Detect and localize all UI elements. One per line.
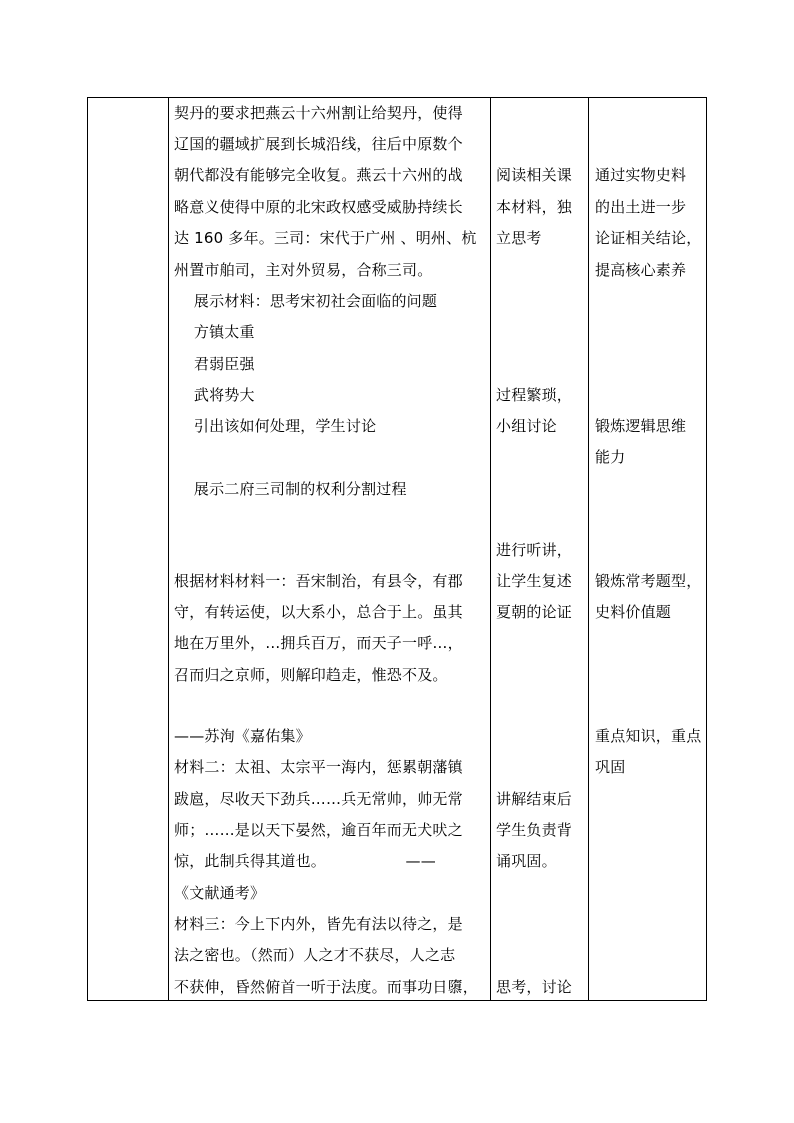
content-line: 州置市舶司，主对外贸易，合称三司。 — [174, 261, 433, 279]
intent-line: 的出土进一步 — [595, 198, 687, 216]
content-line: ——苏洵《嘉佑集》 — [174, 727, 311, 745]
intent-line: 锻炼常考题型， — [595, 572, 702, 590]
content-line: 守，有转运使，以大系小，总合于上。虽其 — [174, 603, 463, 621]
content-line: 达 160 多年。三司：宋代于广州 、明州、杭 — [174, 229, 477, 247]
content-line: 君弱臣强 — [174, 355, 255, 373]
content-line: 根据材料材料一：吾宋制治，有县令，有郡 — [174, 572, 463, 590]
activity-line: 小组讨论 — [496, 417, 557, 435]
column-divider — [168, 98, 169, 1000]
intent-line: 巩固 — [595, 758, 626, 776]
activity-line: 学生负责背 — [496, 821, 573, 839]
lesson-plan-table — [87, 97, 707, 1001]
activity-line: 夏朝的论证 — [496, 603, 573, 621]
content-line: 展示二府三司制的权利分割过程 — [174, 480, 407, 498]
content-line: 跋扈，尽收天下劲兵……兵无常帅，帅无常 — [174, 790, 463, 808]
column-divider — [490, 98, 491, 1000]
activity-line: 诵巩固。 — [496, 852, 557, 870]
intent-line: 提高核心素养 — [595, 261, 687, 279]
content-line: 材料三：今上下内外，皆先有法以待之，是 — [174, 915, 463, 933]
intent-line: 能力 — [595, 448, 626, 466]
activity-line: 本材料，独 — [496, 198, 573, 216]
content-line: 略意义使得中原的北宋政权感受威胁持续长 — [174, 198, 463, 216]
activity-line: 阅读相关课 — [496, 166, 573, 184]
content-line: 不获伸，昏然俯首一听于法度。而事功日隳， — [174, 978, 479, 996]
content-line: 武将势大 — [174, 386, 255, 404]
activity-line: 进行听讲， — [496, 541, 573, 559]
intent-line: 史料价值题 — [595, 603, 672, 621]
content-line: 召而归之京师，则解印趋走，惟恐不及。 — [174, 666, 448, 684]
intent-line: 重点知识，重点 — [595, 727, 702, 745]
intent-line: 论证相关结论， — [595, 229, 702, 247]
content-line: 辽国的疆域扩展到长城沿线，往后中原数个 — [174, 135, 463, 153]
content-line: 地在万里外，…拥兵百万，而天子一呼…， — [174, 634, 463, 652]
column-divider — [588, 98, 589, 1000]
activity-line: 过程繁琐， — [496, 386, 573, 404]
content-line: 师；……是以天下晏然，逾百年而无犬吠之 — [174, 821, 463, 839]
content-line: 展示材料：思考宋初社会面临的问题 — [174, 292, 438, 310]
content-line: 方镇太重 — [174, 323, 255, 341]
content-line: 朝代都没有能够完全收复。燕云十六州的战 — [174, 166, 463, 184]
activity-line: 思考，讨论 — [496, 978, 573, 996]
content-line: 法之密也。（然而）人之才不获尽，人之志 — [174, 946, 456, 964]
activity-line: 讲解结束后 — [496, 790, 573, 808]
content-line: 惊，此制兵得其道也。 —— — [174, 852, 436, 870]
activity-line: 让学生复述 — [496, 572, 573, 590]
intent-line: 通过实物史料 — [595, 166, 687, 184]
activity-line: 立思考 — [496, 229, 542, 247]
intent-line: 锻炼逻辑思维 — [595, 417, 687, 435]
content-line: 材料二：太祖、太宗平一海内，惩累朝藩镇 — [174, 758, 463, 776]
content-line: 《文献通考》 — [174, 884, 266, 902]
content-line: 引出该如何处理，学生讨论 — [174, 417, 377, 435]
content-line: 契丹的要求把燕云十六州割让给契丹，使得 — [174, 104, 463, 122]
